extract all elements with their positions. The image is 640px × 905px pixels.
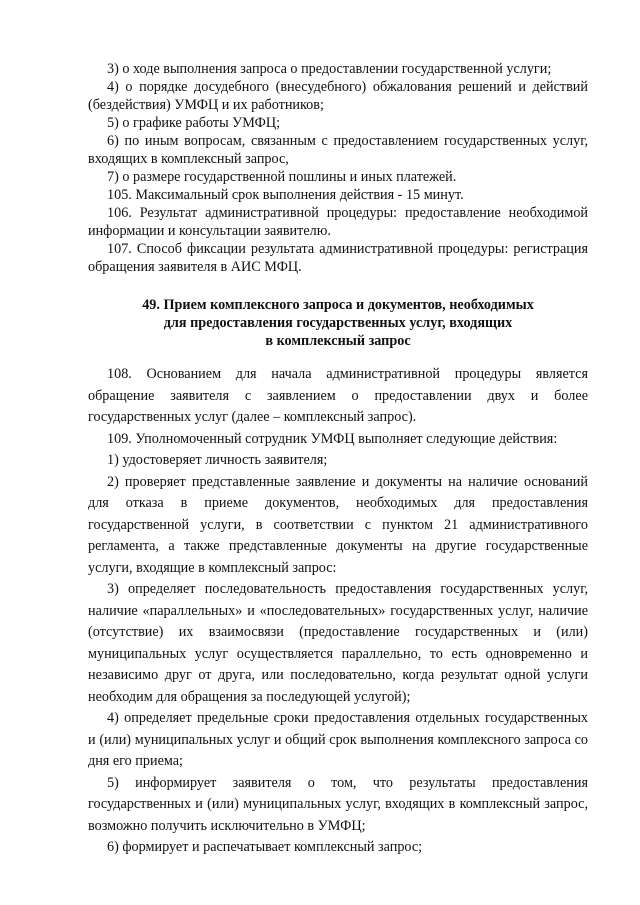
paragraph: 2) проверяет представленные заявление и документы на наличие оснований для отказа в приеме документов, необходимых для предоставления государственной услуги, в соответствии с пунктом 21 административного регламента, а также представленные документы на другие государственные услуги, входящие в комплексный запрос: xyxy=(88,473,588,576)
paragraph: 108. Основанием для начала административной процедуры является обращение заявителя с заявлением о предоставлении двух и более государственных услуг (далее – комплексный запрос). xyxy=(88,366,588,425)
section-heading xyxy=(88,296,588,350)
paragraph: 4) определяет предельные сроки предоставления отдельных государственных и (или) муниципальных услуг и общий срок выполнения комплексного запроса со дня его приема; xyxy=(88,710,588,769)
paragraph: 105. Максимальный срок выполнения действия - 15 минут. xyxy=(107,187,464,203)
paragraph: 3) определяет последовательность предоставления государственных услуг, наличие «параллельных» и «последовательных» государственных услуг, наличие (отсутствие) их взаимосвязи (предоставление государственных и (или) муниципальных услуг осуществляется параллельно, то есть одновременно и независимо друг от друга, или последовательно, когда результат одной услуги необходим для обращения за последующей услугой); xyxy=(88,581,588,705)
paragraph: 109. Уполномоченный сотрудник УМФЦ выполняет следующие действия: xyxy=(107,430,558,447)
heading-line: 49. Прием комплексного запроса и документов, необходимых xyxy=(142,297,534,313)
heading-line: в комплексный запрос xyxy=(265,333,411,349)
heading-line: для предоставления государственных услуг, входящих xyxy=(163,315,513,331)
paragraph: 6) формирует и распечатывает комплексный запрос; xyxy=(107,839,423,855)
paragraph: 5) информирует заявителя о том, что результаты предоставления государственных и (или) муниципальных услуг, входящих в комплексный запрос, возможно получить исключительно в УМФЦ; xyxy=(88,774,588,834)
text-block-top xyxy=(88,60,588,276)
paragraph: 107. Способ фиксации результата административной процедуры: регистрация обращения заявителя в АИС МФЦ. xyxy=(88,241,588,275)
paragraph: 6) по иным вопросам, связанным с предоставлением государственных услуг, входящих в комплексный запрос, xyxy=(88,133,588,167)
paragraph: 1) удостоверяет личность заявителя; xyxy=(107,452,328,468)
text-block-bottom xyxy=(88,364,588,859)
paragraph: 3) о ходе выполнения запроса о предоставлении государственной услуги; xyxy=(107,61,552,77)
paragraph: 4) о порядке досудебного (внесудебного) обжалования решений и действий (бездействия) УМФЦ и их работников; xyxy=(88,79,588,113)
paragraph: 7) о размере государственной пошлины и иных платежей. xyxy=(107,169,457,185)
paragraph: 5) о графике работы УМФЦ; xyxy=(107,115,281,131)
paragraph: 106. Результат административной процедуры: предоставление необходимой информации и консультации заявителю. xyxy=(88,205,588,239)
